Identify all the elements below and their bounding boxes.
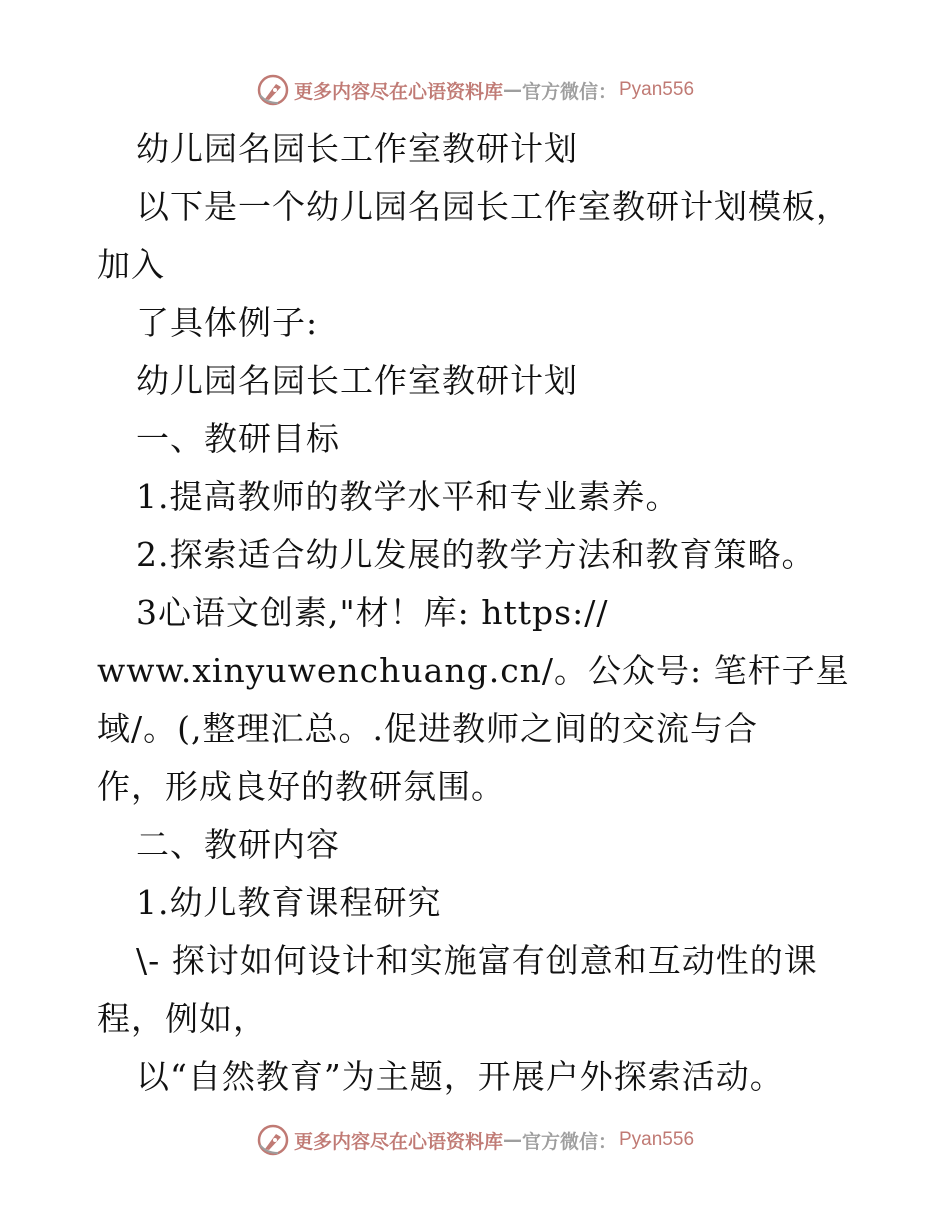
document-line: \- 探讨如何设计和实施富有创意和互动性的课 <box>136 941 818 980</box>
document-line: 以下是一个幼儿园名园长工作室教研计划模板， <box>136 187 850 226</box>
watermark-banner-bottom <box>0 1120 950 1160</box>
watermark-separator: — <box>502 1129 522 1151</box>
document-line: 1.幼儿教育课程研究 <box>136 883 442 922</box>
watermark-text: 更多内容尽在心语资料库 <box>293 80 503 103</box>
watermark-wechat-label: 官方微信： <box>521 80 617 103</box>
watermark-wechat-id: Pyan556 <box>619 79 695 100</box>
document-line: 了具体例子: <box>136 303 319 342</box>
document-line: 二、教研内容 <box>136 825 340 864</box>
watermark-separator: — <box>502 79 522 101</box>
pen-nib-logo-icon <box>256 73 290 107</box>
watermark-wechat-id: Pyan556 <box>619 1129 695 1150</box>
document-line: 1.提高教师的教学水平和专业素养。 <box>136 477 680 516</box>
document-body <box>97 120 857 1106</box>
document-line: 2.探索适合幼儿发展的教学方法和教育策略。 <box>136 535 816 574</box>
watermark-banner-top <box>0 70 950 110</box>
document-line: 加入 <box>97 245 165 284</box>
document-line: 程，例如， <box>97 999 267 1038</box>
watermark-text: 更多内容尽在心语资料库 <box>293 1130 503 1153</box>
document-line: 一、教研目标 <box>136 419 340 458</box>
document-line: 3心语文创素,"材！库: https:// <box>136 593 609 632</box>
watermark-wechat-label: 官方微信： <box>521 1130 617 1153</box>
document-line: www.xinyuwenchuang.cn/。公众号: 笔杆子星 <box>97 651 850 690</box>
document-line: 作，形成良好的教研氛围。 <box>97 767 505 806</box>
document-line: 幼儿园名园长工作室教研计划 <box>136 129 578 168</box>
document-line: 幼儿园名园长工作室教研计划 <box>136 361 578 400</box>
document-line: 域/。(,整理汇总。.促进教师之间的交流与合 <box>97 709 758 748</box>
pen-nib-logo-icon <box>256 1123 290 1157</box>
document-line: 以“自然教育”为主题，开展户外探索活动。 <box>136 1057 784 1096</box>
